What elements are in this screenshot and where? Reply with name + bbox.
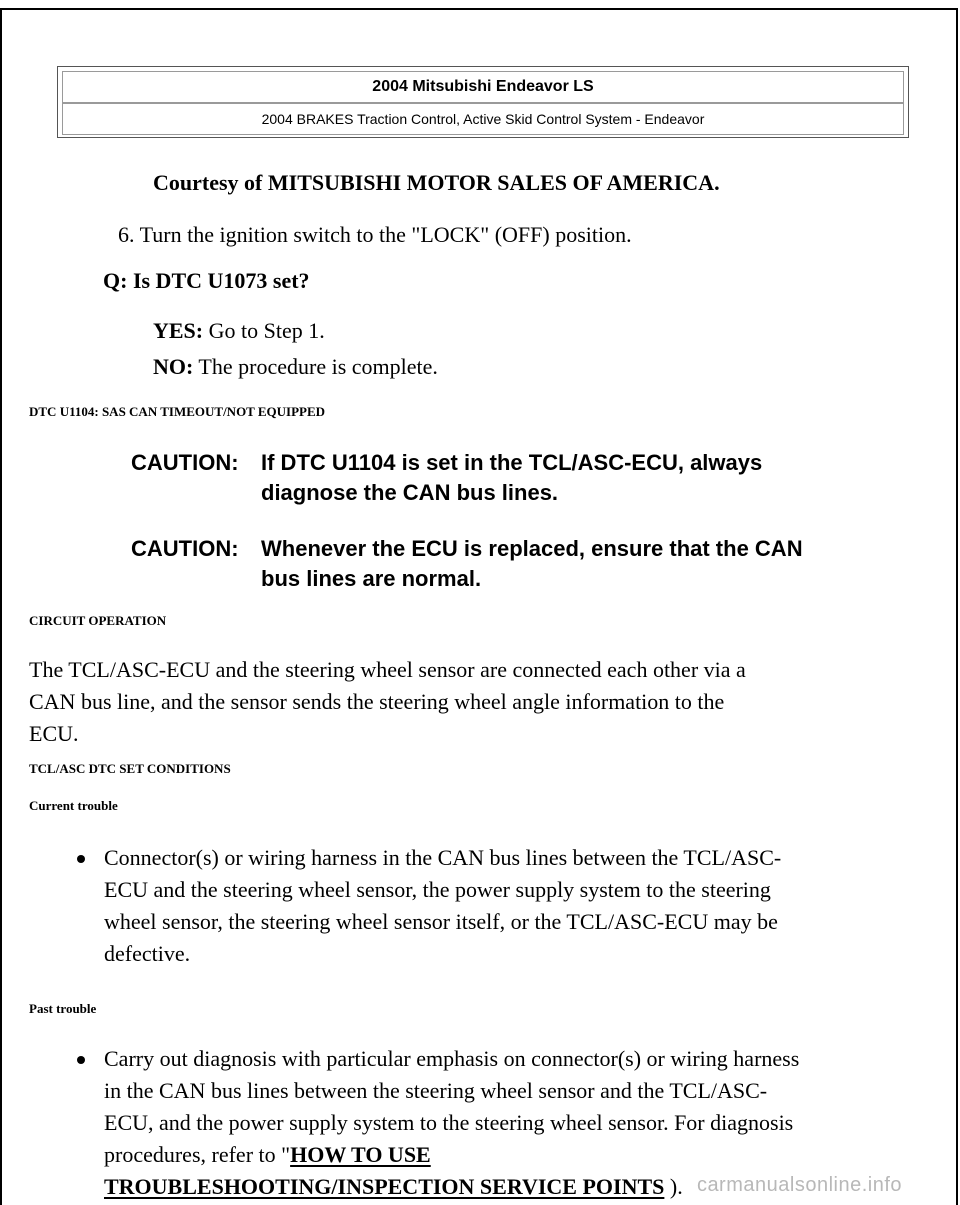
set-conditions-heading: TCL/ASC DTC SET CONDITIONS (29, 761, 231, 776)
past-trouble-item (77, 1043, 937, 1199)
no-label: NO: (153, 354, 194, 379)
paragraph-line: CAN bus line, and the sensor sends the steering wheel angle information to the (29, 689, 725, 714)
paragraph-line: The TCL/ASC-ECU and the steering wheel sensor are connected each other via a (29, 657, 746, 682)
bullet-text: Carry out diagnosis with particular emphasis on connector(s) or wiring harness in the CAN bus lines between the steering wheel sensor and the TCL/ASC- ECU, and the power supply system to the steering wheel sensor. For diagnosis procedures, refer to "HOW TO USE TROUBLESHOOTING/INSPECTION SERVICE POINTS ). (104, 1046, 800, 1199)
caution-text-cont: diagnose the CAN bus lines. (261, 480, 559, 505)
troubleshooting-link[interactable]: HOW TO USE (290, 1142, 431, 1167)
courtesy-line: Courtesy of MITSUBISHI MOTOR SALES OF AMERICA. (153, 170, 720, 195)
current-trouble-item (77, 842, 937, 972)
circuit-paragraph (29, 654, 746, 750)
bullet-icon (77, 1056, 85, 1064)
caution-text: If DTC U1104 is set in the TCL/ASC-ECU, always (261, 450, 763, 475)
question: Q: Is DTC U1073 set? (103, 268, 310, 293)
section-title: 2004 BRAKES Traction Control, Active Skid Control System - Endeavor (62, 103, 904, 135)
caution-2 (131, 534, 803, 594)
paragraph-line: ECU. (29, 721, 79, 746)
past-trouble-heading: Past trouble (29, 1001, 97, 1016)
caution-text-cont: bus lines are normal. (261, 566, 482, 591)
caution-label: CAUTION: (131, 536, 239, 561)
caution-1 (131, 448, 762, 508)
vehicle-title: 2004 Mitsubishi Endeavor LS (62, 71, 904, 103)
caution-label: CAUTION: (131, 450, 239, 475)
watermark: carmanualsonline.info (696, 1174, 902, 1196)
step-6: 6. Turn the ignition switch to the "LOCK" (OFF) position. (118, 222, 632, 247)
dtc-heading: DTC U1104: SAS CAN TIMEOUT/NOT EQUIPPED (29, 404, 326, 419)
troubleshooting-link-cont[interactable]: TROUBLESHOOTING/INSPECTION SERVICE POINTS (104, 1174, 665, 1199)
caution-text: Whenever the ECU is replaced, ensure that the CAN (261, 536, 803, 561)
bullet-text: Connector(s) or wiring harness in the CAN bus lines between the TCL/ASC- ECU and the steering wheel sensor, the power supply system to the steering wheel sensor, the steering wheel sensor itself, or the TCL/ASC-ECU may be defective. (104, 845, 782, 966)
answer-no (153, 354, 438, 380)
document-header (57, 66, 909, 138)
no-text: The procedure is complete. (193, 354, 438, 379)
bullet-icon (77, 855, 85, 863)
answer-yes (153, 318, 325, 344)
circuit-heading: CIRCUIT OPERATION (29, 613, 167, 628)
yes-label: YES: (153, 318, 204, 343)
yes-text: Go to Step 1. (203, 318, 325, 343)
current-trouble-heading: Current trouble (29, 798, 118, 813)
